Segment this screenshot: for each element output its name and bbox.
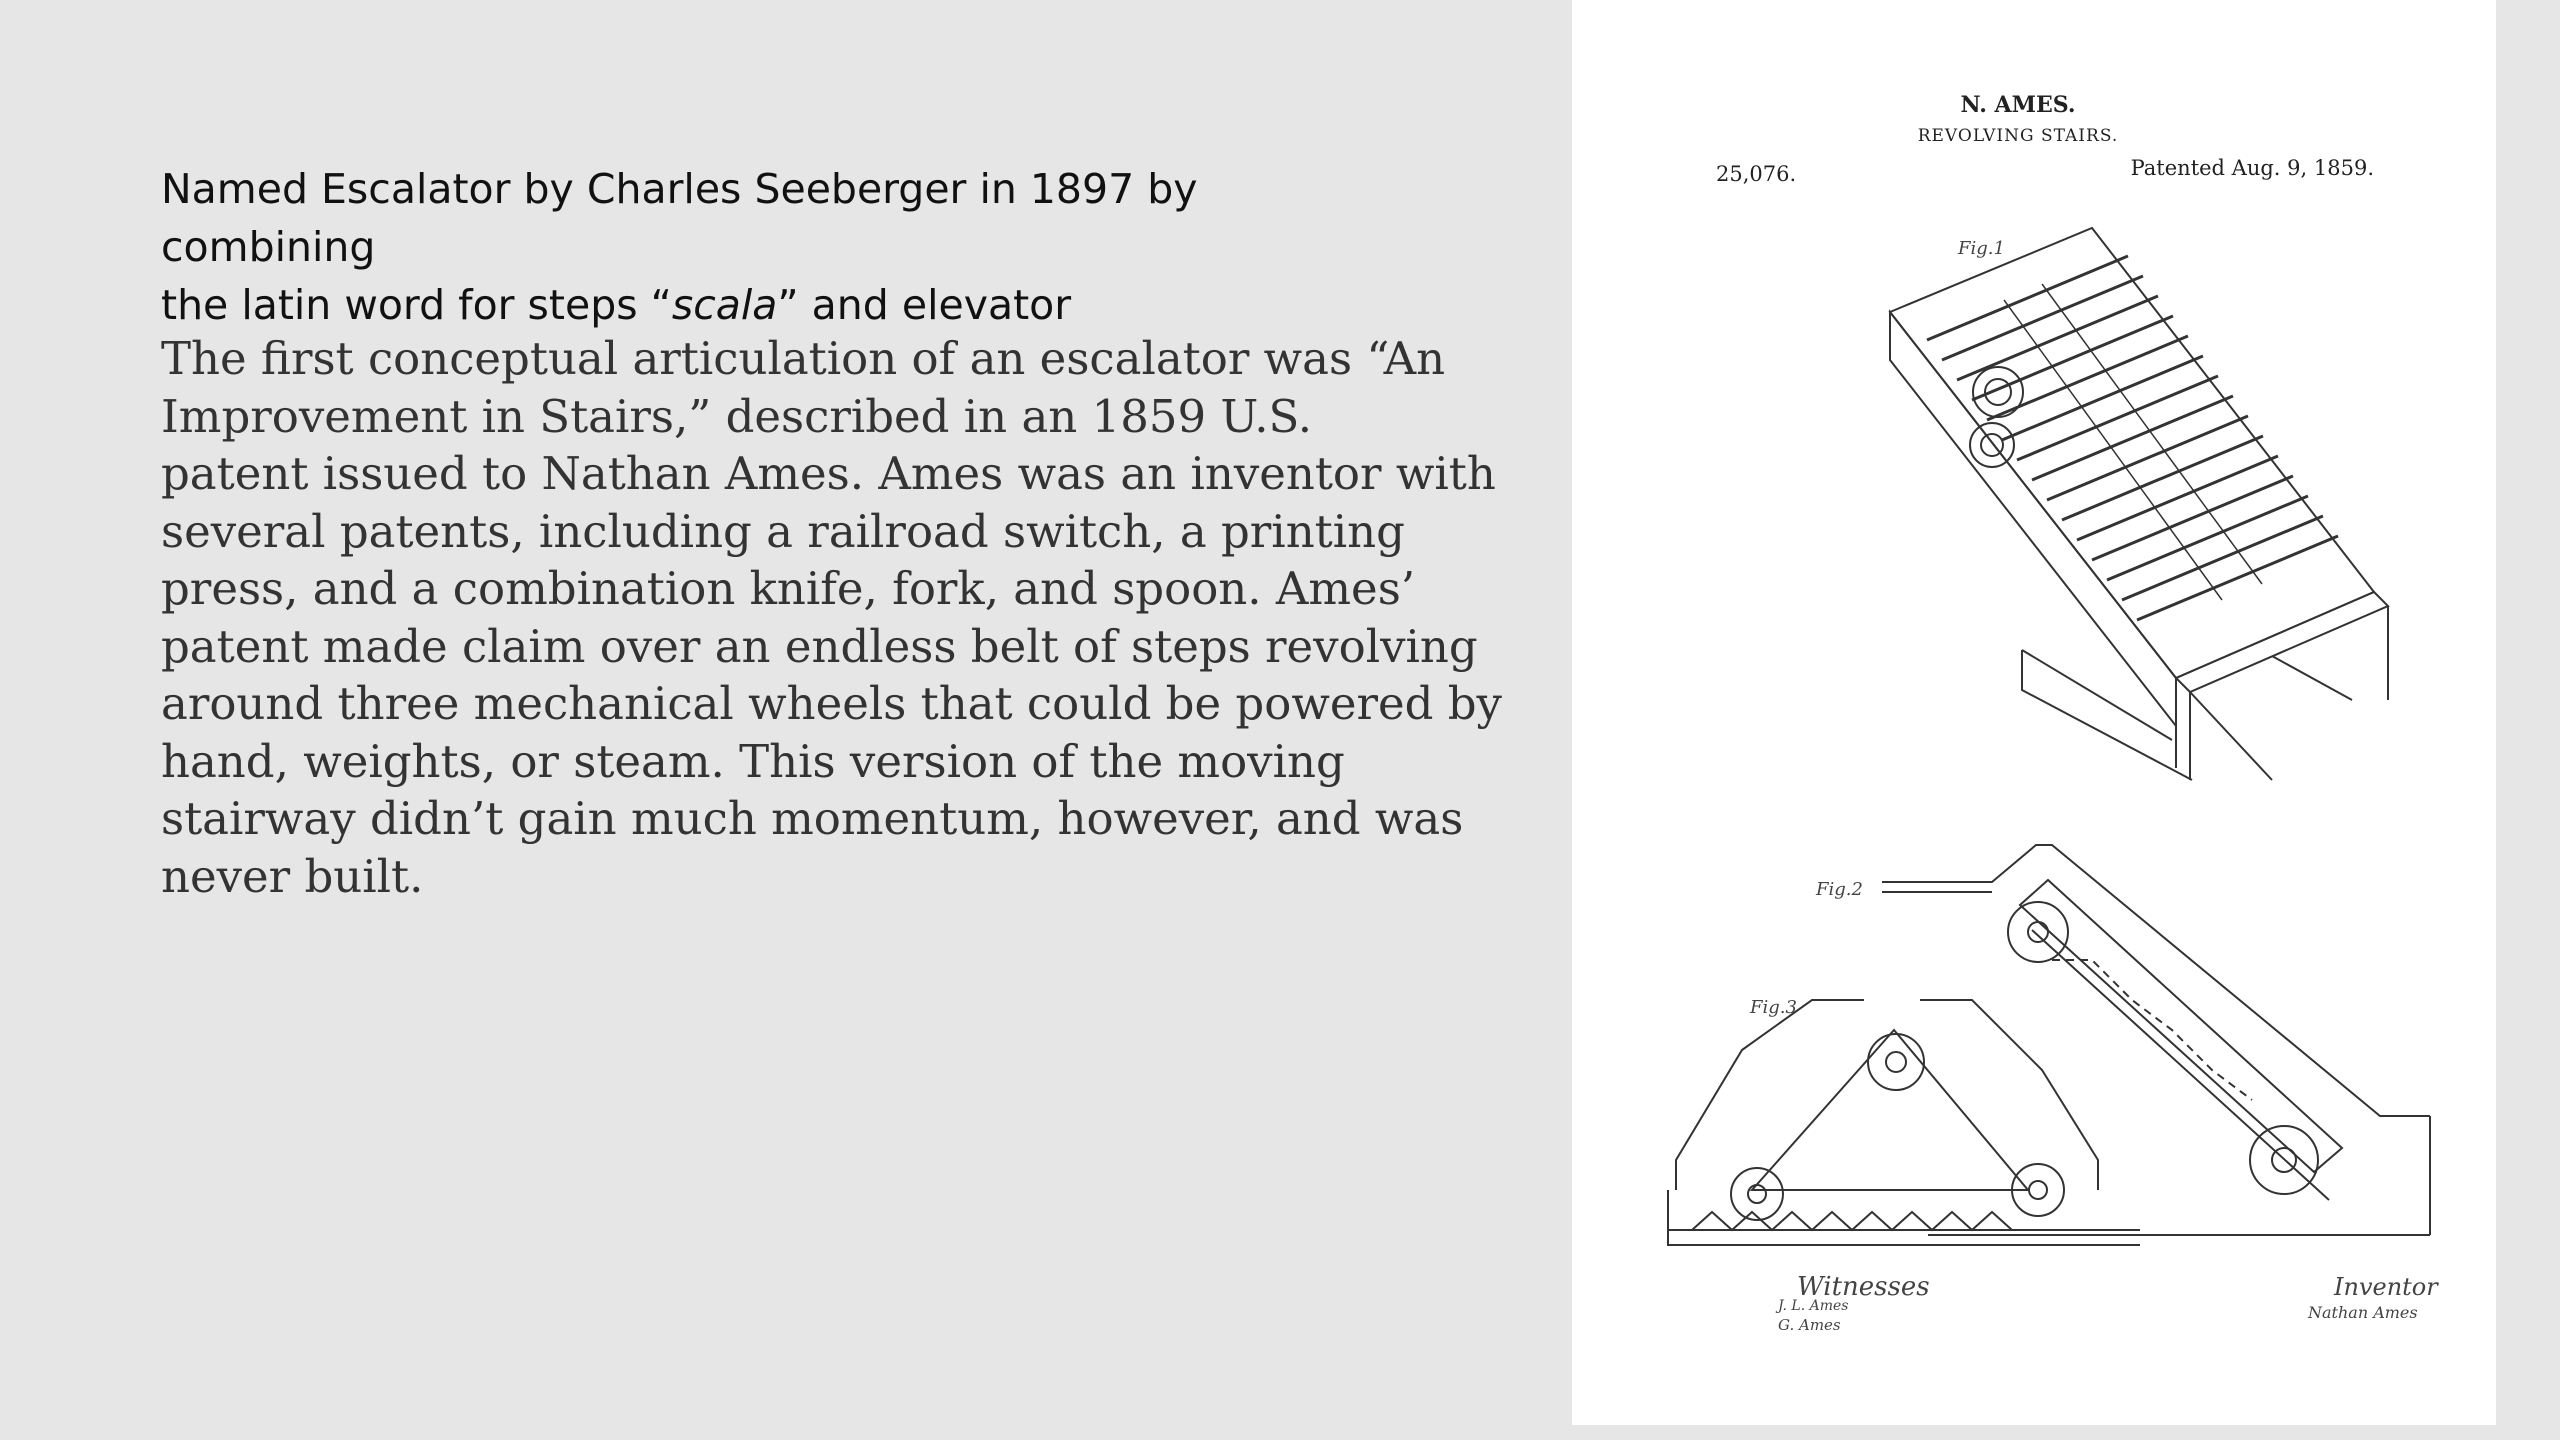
- figure-1-escalator-drawing: [1890, 228, 2388, 780]
- patent-date: Patented Aug. 9, 1859.: [2130, 156, 2374, 180]
- body-line: hand, weights, or steam. This version of the moving: [161, 734, 1345, 788]
- heading-line-2-start: the latin word for steps “: [161, 281, 672, 329]
- body-line: several patents, including a railroad switch, a printing: [161, 504, 1405, 558]
- patent-drawing-svg: [1572, 0, 2496, 1425]
- body-line: around three mechanical wheels that could be powered by: [161, 677, 1502, 730]
- slide-heading: [161, 160, 1421, 334]
- figure-2-escalator-drawing: [1815, 845, 2430, 1235]
- body-line: patent issued to Nathan Ames. Ames was an inventor with: [161, 447, 1496, 500]
- patent-drawing-image: [1572, 0, 2496, 1425]
- body-line: stairway didn’t gain much momentum, however, and was: [161, 792, 1464, 845]
- body-line: Improvement in Stairs,” described in an 1859 U.S.: [161, 389, 1313, 443]
- patent-title: REVOLVING STAIRS.: [1917, 126, 2119, 146]
- inventor-label: Inventor: [2334, 1273, 2438, 1301]
- body-line: never built.: [161, 849, 424, 903]
- body-paragraph: [161, 330, 1502, 905]
- heading-italic-word: scala: [671, 281, 778, 329]
- figure-1-label: Fig.1: [1958, 238, 2005, 259]
- patent-number: 25,076.: [1716, 162, 1797, 186]
- witnesses-label: Witnesses: [1797, 1272, 1930, 1302]
- figure-3-escalator-drawing: [1668, 997, 2140, 1245]
- patent-inventor-name: N. AMES.: [1960, 92, 2076, 118]
- body-line: The first conceptual articulation of an escalator was “An: [161, 332, 1446, 385]
- heading-line-2-end: ” and elevator: [777, 281, 1072, 329]
- figure-3-label: Fig.3: [1750, 997, 1797, 1018]
- witness-signature-1: J. L. Ames: [1778, 1298, 1849, 1314]
- witness-signature-2: G. Ames: [1778, 1316, 1841, 1334]
- body-line: press, and a combination knife, fork, and spoon. Ames’: [161, 562, 1416, 615]
- figure-2-label: Fig.2: [1816, 879, 1863, 900]
- inventor-signature: Nathan Ames: [2308, 1303, 2418, 1322]
- body-line: patent made claim over an endless belt of steps revolving: [161, 619, 1478, 673]
- heading-line-1: Named Escalator by Charles Seeberger in 1897 by combining: [161, 165, 1198, 271]
